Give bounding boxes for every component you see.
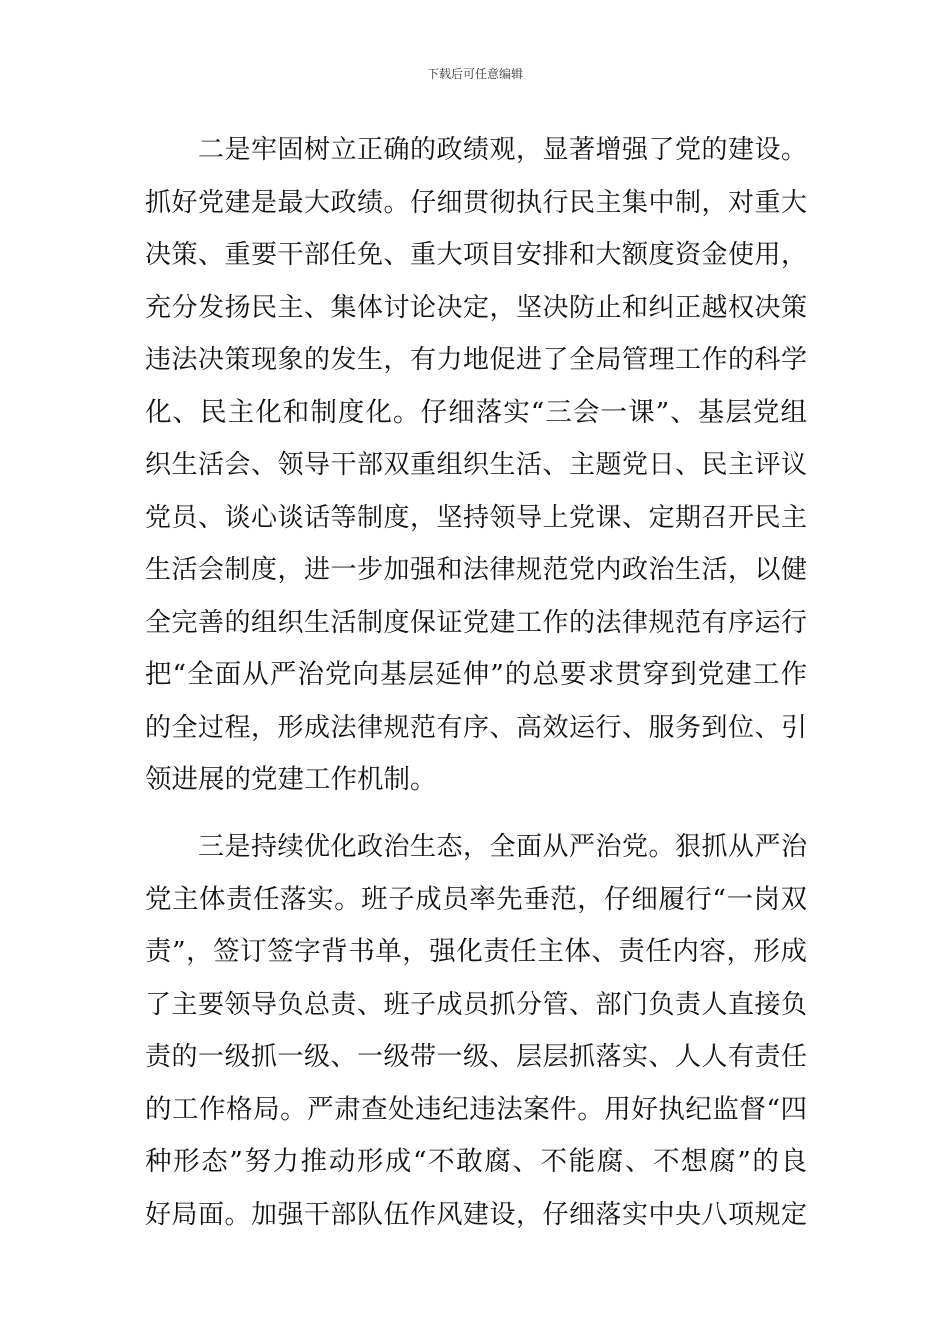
text-line: 把“全面从严治党向基层延伸”的总要求贯穿到党建工作 (145, 659, 807, 690)
text-line: 充分发扬民主、集体讨论决定，坚决防止和纠正越权决策 (145, 292, 807, 323)
text-line: 责的一级抓一级、一级带一级、层层抓落实、人人有责任 (145, 1042, 807, 1072)
text-line: 领进展的党建工作机制。 (145, 764, 437, 795)
text-line: 党员、谈心谈话等制度，坚持领导上党课、定期召开民主 (145, 502, 807, 533)
paragraph-political-ecology (145, 821, 807, 1241)
text-line: 抓好党建是最大政绩。仔细贯彻执行民主集中制，对重大 (145, 187, 807, 218)
text-line: 生活会制度，进一步加强和法律规范党内政治生活，以健 (145, 555, 807, 585)
text-line: 了主要领导负总责、班子成员抓分管、部门负责人直接负 (145, 989, 807, 1020)
text-line: 的全过程，形成法律规范有序、高效运行、服务到位、引 (145, 712, 807, 743)
text-line: 织生活会、领导干部双重组织生活、主题党日、民主评议 (145, 450, 807, 480)
text-line: 责”，签订签字背书单，强化责任主体、责任内容，形成 (145, 936, 807, 967)
text-line: 二是牢固树立正确的政绩观，显著增强了党的建设。 (198, 135, 807, 165)
text-line: 三是持续优化政治生态，全面从严治党。狠抓从严治 (198, 832, 807, 862)
paragraph-party-building (145, 124, 807, 807)
text-line: 违法决策现象的发生，有力地促进了全局管理工作的科学 (145, 345, 807, 375)
text-line: 党主体责任落实。班子成员率先垂范，仔细履行“一岗双 (145, 883, 807, 915)
text-line: 决策、重要干部任免、重大项目安排和大额度资金使用， (145, 240, 807, 270)
text-line: 全完善的组织生活制度保证党建工作的法律规范有序运行 (145, 607, 807, 638)
text-line: 好局面。加强干部队伍作风建设，仔细落实中央八项规定 (145, 1199, 807, 1230)
text-line: 的工作格局。严肃查处违纪违法案件。用好执纪监督“四 (145, 1093, 807, 1125)
text-line: 化、民主化和制度化。仔细落实“三会一课”、基层党组 (145, 396, 807, 428)
page-header: 下载后可任意编辑 (426, 67, 523, 81)
text-line: 种形态”努力推动形成“不敢腐、不能腐、不想腐”的良 (145, 1146, 807, 1177)
